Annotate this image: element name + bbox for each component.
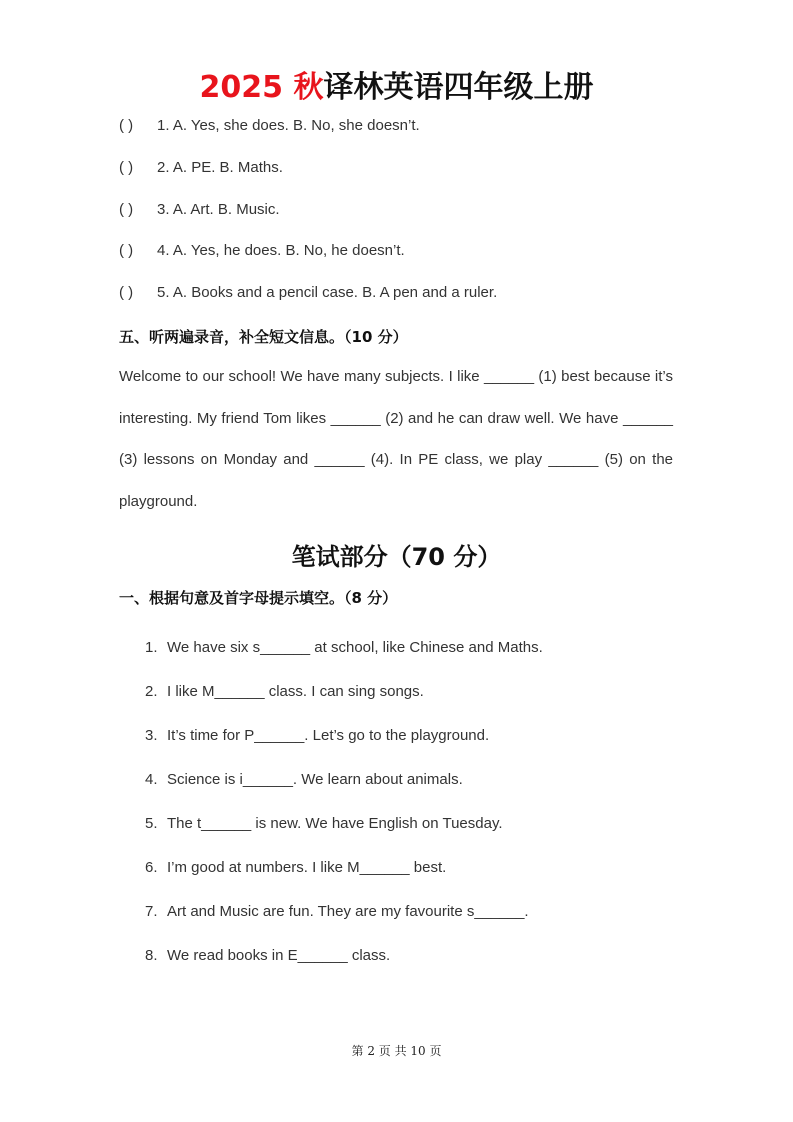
question-text: 4. A. Yes, he does. B. No, he doesn’t. xyxy=(157,242,405,259)
item-number: 8. xyxy=(145,947,158,964)
item-text: I’m good at numbers. I like M______ best. xyxy=(167,859,447,876)
item-text: Science is i______. We learn about animals. xyxy=(167,771,463,788)
answer-blank: ( ) xyxy=(119,159,134,176)
fill-item-4 xyxy=(145,771,463,788)
answer-blank: ( ) xyxy=(119,201,134,218)
page-footer: 第 2 页 共 10 页 xyxy=(351,1044,442,1058)
fill-item-1 xyxy=(145,639,543,656)
section5-passage: Welcome to our school! We have many subjects. I like ______ (1) best because it’s interesting. My friend Tom likes ______ (2) and he can draw well. We have ______ (3) lessons on Monday and ______ (4). In PE class, we play ______ (5) on the playground. xyxy=(119,368,673,510)
item-number: 3. xyxy=(145,727,158,744)
written-part-title: 笔试部分（70 分） xyxy=(291,543,502,571)
listening-item-4 xyxy=(119,242,405,259)
section1-heading: 一、根据句意及首字母提示填空。（8 分） xyxy=(119,589,398,607)
question-text: 2. A. PE. B. Maths. xyxy=(157,159,283,176)
question-text: 5. A. Books and a pencil case. B. A pen and a ruler. xyxy=(157,284,498,301)
listening-item-3 xyxy=(119,201,280,218)
listening-item-5 xyxy=(119,284,497,301)
item-number: 4. xyxy=(145,771,158,788)
fill-item-8 xyxy=(145,947,390,964)
section5-heading: 五、听两遍录音，补全短文信息。（10 分） xyxy=(119,328,408,346)
fill-item-5 xyxy=(145,815,503,832)
fill-item-2 xyxy=(145,683,424,700)
item-text: We have six s______ at school, like Chinese and Maths. xyxy=(167,639,543,656)
question-text: 3. A. Art. B. Music. xyxy=(157,201,280,218)
item-text: The t______ is new. We have English on Tuesday. xyxy=(167,815,503,832)
title-year: 2025 秋 xyxy=(199,70,324,105)
title-rest: 译林英语四年级上册 xyxy=(323,70,594,105)
question-text: 1. A. Yes, she does. B. No, she doesn’t. xyxy=(157,117,420,134)
item-text: Art and Music are fun. They are my favourite s______. xyxy=(167,903,529,920)
item-text: It’s time for P______. Let’s go to the playground. xyxy=(167,727,490,744)
item-number: 1. xyxy=(145,639,158,656)
listening-item-2 xyxy=(119,159,283,176)
fill-item-6 xyxy=(145,859,446,876)
page-title xyxy=(0,62,793,106)
answer-blank: ( ) xyxy=(119,284,134,301)
item-text: I like M______ class. I can sing songs. xyxy=(167,683,424,700)
item-number: 2. xyxy=(145,683,158,700)
fill-item-3 xyxy=(145,727,489,744)
item-text: We read books in E______ class. xyxy=(167,947,391,964)
listening-item-1 xyxy=(119,117,420,134)
answer-blank: ( ) xyxy=(119,117,134,134)
item-number: 7. xyxy=(145,903,158,920)
item-number: 5. xyxy=(145,815,158,832)
item-number: 6. xyxy=(145,859,158,876)
answer-blank: ( ) xyxy=(119,242,134,259)
fill-item-7 xyxy=(145,903,529,920)
